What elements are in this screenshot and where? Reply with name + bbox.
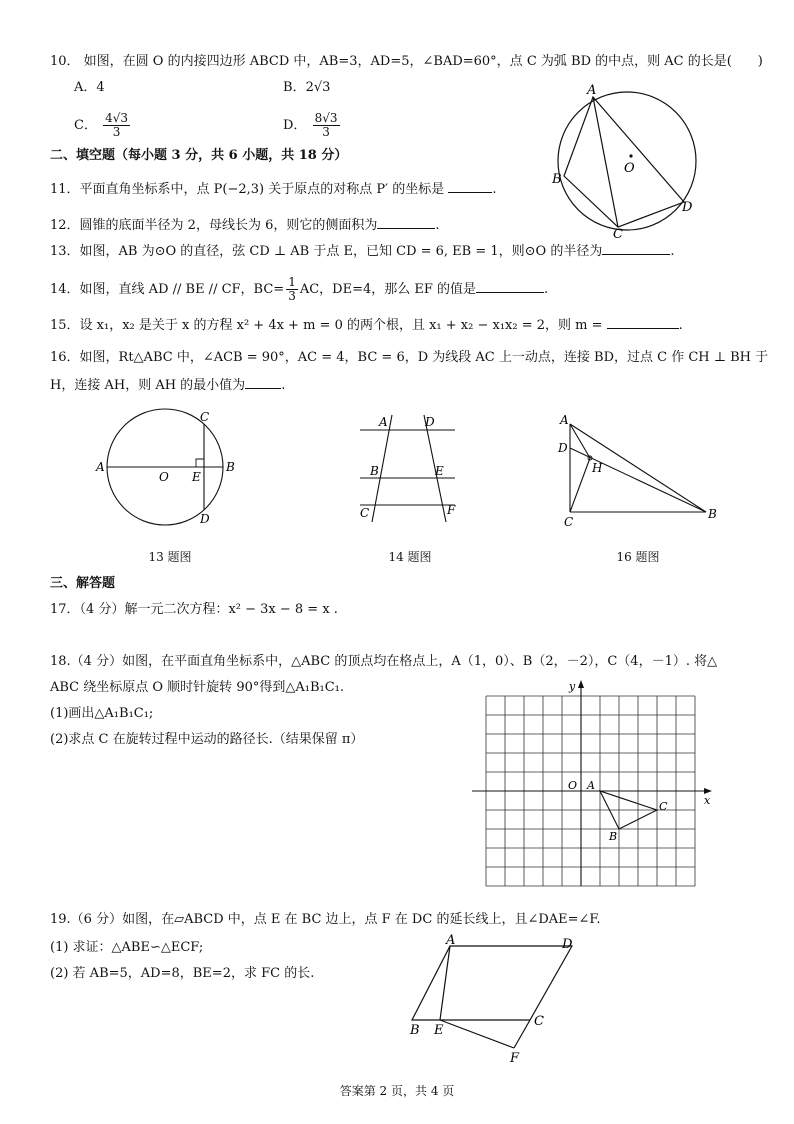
fig16-label-c: C [564, 515, 574, 529]
q10-stem: 10． 如图，在圆 O 的内接四边形 ABCD 中，AB=3，AD=5，∠BAD=60°，点 C 为弧 BD 的中点，则 AC 的长是( ) [50, 54, 763, 69]
section2-title: 二、填空题（每小题 3 分，共 6 小题，共 18 分） [50, 148, 348, 163]
q18-x-label: x [704, 794, 711, 807]
q19-figure [404, 934, 594, 1070]
fig14-label-f: F [447, 503, 456, 517]
q19-segment-ae [440, 946, 450, 1020]
q16-line2: H，连接 AH，则 AH 的最小值为 . [50, 378, 286, 393]
fig14-caption: 14 题图 [388, 550, 432, 564]
q10-center-dot [629, 154, 632, 157]
fig16-caption: 16 题图 [616, 550, 660, 564]
fig13-label-c: C [200, 410, 210, 424]
fig14-label-a: A [379, 415, 388, 429]
q18-y-arrow [578, 680, 584, 688]
fig14-label-c: C [360, 506, 370, 520]
fig13-label-e: E [192, 470, 201, 484]
fig16-label-b: B [708, 507, 717, 521]
q19-label-b: B [410, 1023, 420, 1038]
q10-label-b: B [552, 172, 562, 187]
q18-label-a: A [587, 779, 595, 792]
fig14-label-b: B [370, 464, 379, 478]
fig13-right-angle [196, 459, 204, 467]
page-footer: 答案第 2 页，共 4 页 [339, 1084, 455, 1098]
fig13-label-a: A [96, 460, 105, 474]
q16-line1: 16．如图，Rt△ABC 中，∠ACB = 90°，AC = 4，BC = 6，D 为线段 AC 上一动点，连接 BD，过点 C 作 CH ⊥ BH 于 [50, 350, 769, 365]
q19-label-a: A [446, 933, 456, 948]
fig13-label-d: D [200, 512, 210, 526]
q18-grid-figure [472, 680, 722, 890]
fig13-label-b: B [226, 460, 235, 474]
fig16-label-a: A [560, 413, 569, 427]
fig13 [96, 406, 246, 536]
q18-label-c: C [659, 800, 668, 813]
q12: 12．圆锥的底面半径为 2，母线长为 6，则它的侧面积为 . [50, 218, 440, 233]
fig14-label-d: D [425, 415, 435, 429]
q19-parallelogram-abcd [412, 946, 572, 1020]
fig13-caption: 13 题图 [148, 550, 192, 564]
q10-figure [545, 80, 705, 240]
q11: 11．平面直角坐标系中，点 P(−2,3) 关于原点的对称点 P′ 的坐标是 . [50, 182, 497, 197]
q10-option-a: A．4 [74, 80, 105, 95]
q18-y-label: y [569, 680, 576, 693]
q19-part1: (1) 求证：△ABE∽△ECF; [50, 940, 204, 955]
q19-line1: 19.（6 分）如图，在▱ABCD 中，点 E 在 BC 边上，点 F 在 DC 的延长线上，且∠DAE=∠F. [50, 912, 601, 927]
q10-label-a: A [587, 83, 597, 98]
q19-part2: (2) 若 AB=5，AD=8，BE=2，求 FC 的长. [50, 966, 315, 981]
q18-part2: (2)求点 C 在旋转过程中运动的路径长.（结果保留 π） [50, 732, 364, 747]
fig14 [352, 410, 462, 525]
fig16 [556, 412, 726, 532]
fig14-label-e: E [435, 464, 444, 478]
q18-label-o: O [568, 779, 578, 792]
q10-option-b: B．2√3 [283, 80, 331, 95]
q13: 13．如图，AB 为⊙O 的直径，弦 CD ⊥ AB 于点 E，已知 CD = 6, EB = 1，则⊙O 的半径为 . [50, 244, 675, 259]
q18-line1: 18.（4 分）如图，在平面直角坐标系中，△ABC 的顶点均在格点上，A（1，0）、B（2，－2），C（4，－1）. 将△ [50, 654, 718, 669]
q19-extension-cf [514, 1020, 530, 1048]
section3-title: 三、解答题 [50, 576, 116, 591]
fig16-side-ab [570, 424, 706, 512]
q10-option-d: D． $\frac{8√3}{3}$ [283, 111, 338, 139]
q10-label-c: C [613, 227, 623, 242]
q18-part1: (1)画出△A₁B₁C₁; [50, 706, 154, 721]
q15: 15．设 x₁，x₂ 是关于 x 的方程 x² + 4x + m = 0 的两个根，且 x₁ + x₂ − x₁x₂ = 2，则 m = . [50, 318, 683, 333]
q17: 17．（4 分）解一元二次方程：x² − 3x − 8 = x . [50, 602, 338, 617]
fig16-label-d: D [558, 441, 568, 455]
q14: 14．如图，直线 AD // BE // CF，BC= $\frac{1}{3}$ AC，DE=4，那么 EF 的值是 . [50, 275, 549, 303]
fig13-label-o: O [159, 470, 169, 484]
q19-label-c: C [534, 1014, 544, 1029]
q18-label-b: B [609, 830, 618, 843]
q19-label-d: D [562, 937, 573, 952]
q10-label-o: O [624, 161, 635, 176]
q10-option-c: C． $\frac{4√3}{3}$ [74, 111, 129, 139]
q18-line2: ABC 绕坐标原点 O 顺时针旋转 90°得到△A₁B₁C₁. [50, 680, 345, 695]
q19-segment-ef [440, 1020, 514, 1048]
q19-label-f: F [510, 1051, 520, 1066]
q10-label-d: D [682, 200, 693, 215]
fig16-segment-ch [570, 458, 590, 512]
q19-label-e: E [434, 1023, 444, 1038]
fig16-label-h: H [592, 461, 603, 475]
